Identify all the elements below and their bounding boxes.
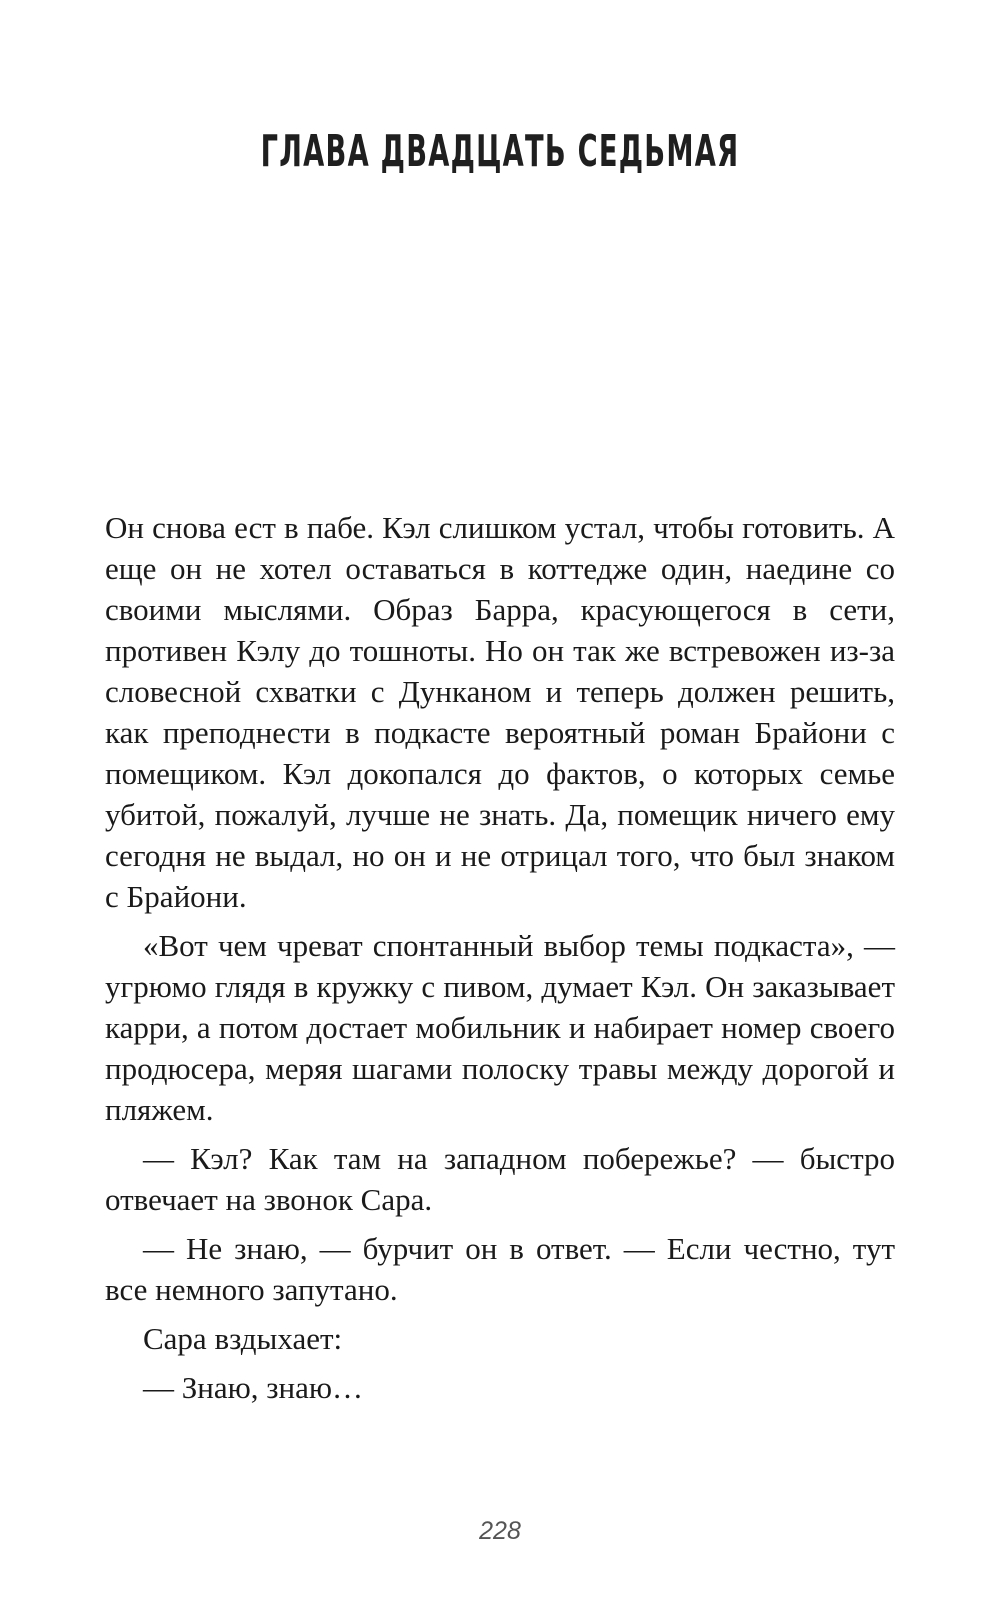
paragraph-3: — Кэл? Как там на западном побережье? — быстро отвечает на звонок Сара. — [105, 1141, 895, 1217]
paragraph-5: Сара вздыхает: — [143, 1321, 343, 1356]
chapter-title: ГЛАВА ДВАДЦАТЬ СЕДЬМАЯ — [260, 126, 740, 177]
paragraph-1: Он снова ест в пабе. Кэл слишком устал, чтобы готовить. А еще он не хотел оставаться в коттедже один, наедине со своими мыслями. Образ Барра, красующегося в сети, противен Кэлу до тошноты. Но он так же встревожен из-за словесной схватки с Дунканом и теперь должен решить, как преподнести в подкасте вероятный роман Брайони с помещиком. Кэл докопался до фактов, о которых семье убитой, пожалуй, лучше не знать. Да, помещик ничего ему сегодня не выдал, но он и не отрицал того, что был знаком с Брайони. — [105, 510, 895, 914]
body-text — [105, 507, 895, 1416]
page-number: 228 — [479, 1517, 521, 1545]
paragraph-6: — Знаю, знаю… — [143, 1370, 364, 1405]
paragraph-4: — Не знаю, — бурчит он в ответ. — Если честно, тут все немного запутано. — [105, 1231, 895, 1307]
paragraph-2: «Вот чем чреват спонтанный выбор темы подкаста», — угрюмо глядя в кружку с пивом, думает Кэл. Он заказывает карри, а потом достает мобильник и набирает номер своего продюсера, меряя шагами полоску травы между дорогой и пляжем. — [105, 928, 895, 1127]
